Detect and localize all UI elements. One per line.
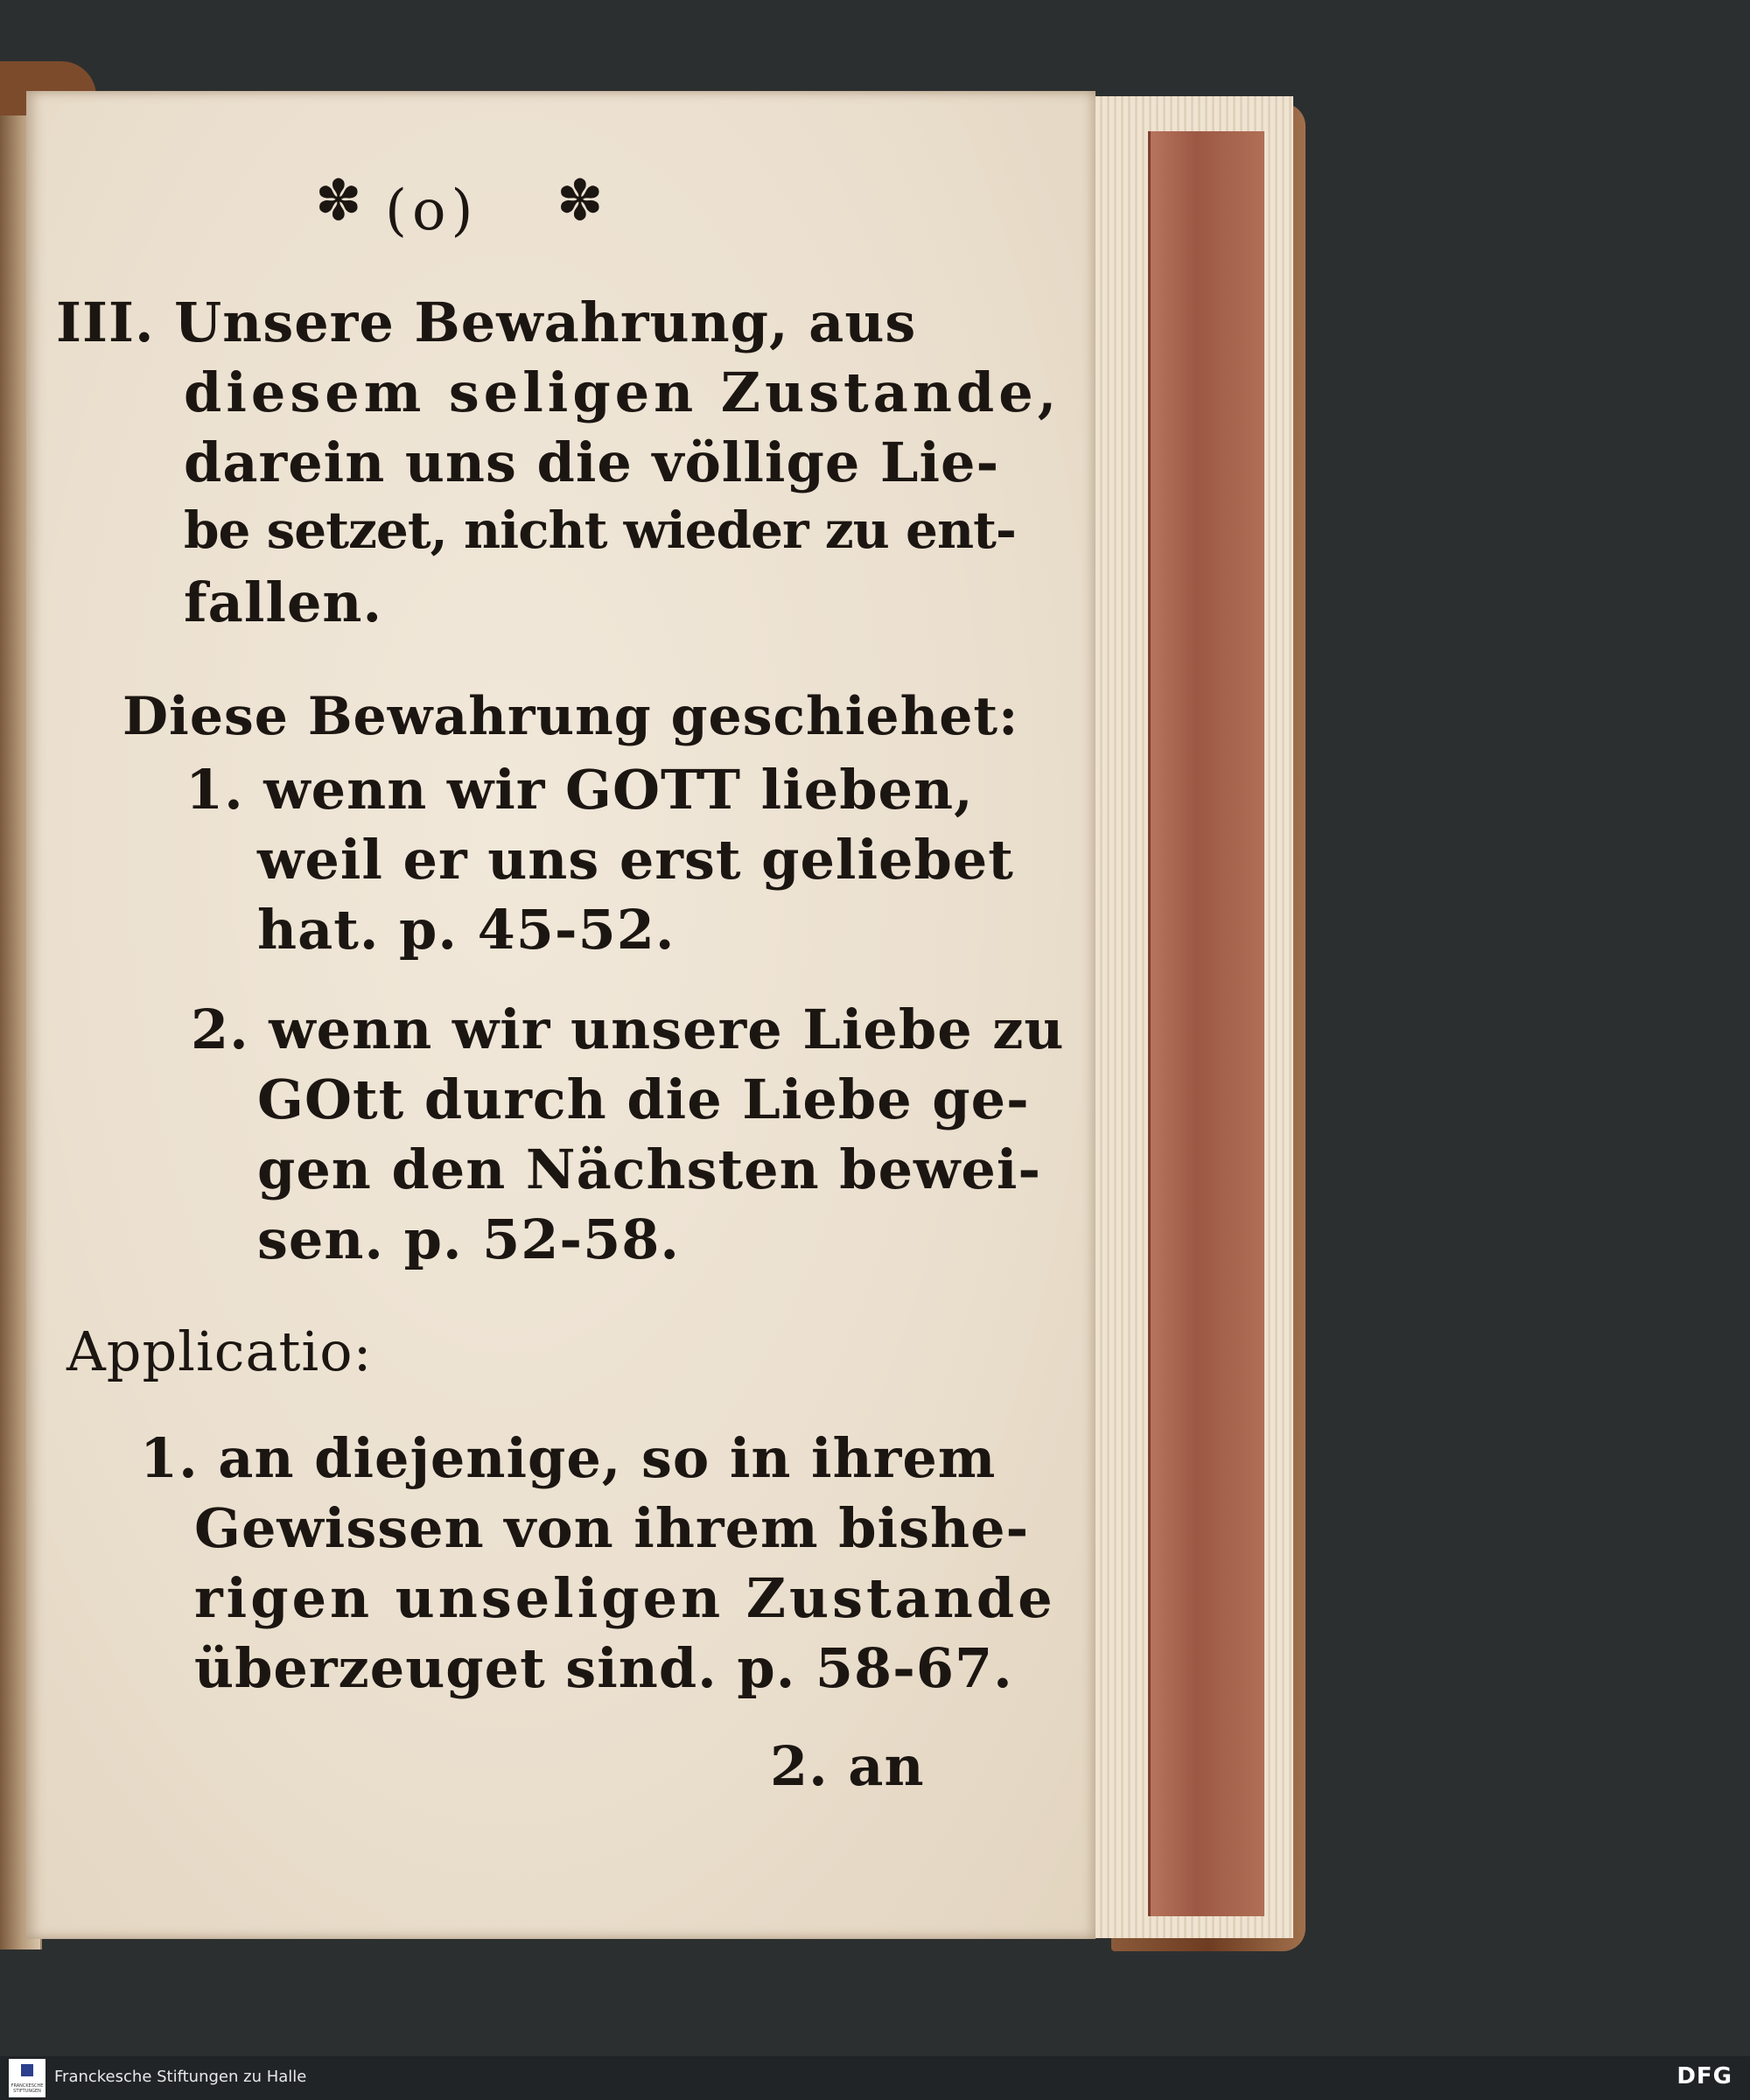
logo-text: FRANCKESCHE STIFTUNGEN	[10, 2083, 44, 2094]
dfg-logo[interactable]: DFG	[1676, 2063, 1732, 2090]
text-line: sen. p. 52-58.	[257, 1208, 680, 1271]
right-flower-ornament-icon: ✽	[556, 169, 604, 234]
text-line: fallen.	[184, 570, 383, 634]
text-line: III. Unsere Bewahrung, aus	[56, 290, 917, 354]
logo-mark-icon	[21, 2064, 33, 2076]
text-line: 2. wenn wir unsere Liebe zu	[191, 998, 1065, 1061]
text-line: diesem seligen Zustande,	[184, 360, 1061, 424]
text-line: Gewissen von ihrem bishe-	[194, 1496, 1030, 1560]
catchword: 2. an	[770, 1734, 925, 1798]
text-line: gen den Nächsten bewei-	[257, 1138, 1042, 1201]
text-line: hat. p. 45-52.	[257, 898, 676, 962]
text-line: Diese Bewahrung geschiehet:	[122, 686, 1019, 747]
text-line: darein uns die völlige Lie-	[184, 430, 1000, 494]
text-line: 1. wenn wir GOTT lieben,	[186, 758, 974, 822]
text-line: rigen unseligen Zustande	[194, 1566, 1056, 1630]
institution-logo-icon[interactable]	[9, 2059, 46, 2097]
institution-link[interactable]: Franckesche Stiftungen zu Halle	[54, 2068, 307, 2086]
section-heading: Applicatio:	[66, 1320, 373, 1383]
left-flower-ornament-icon: ✽	[315, 169, 362, 234]
text-line: weil er uns erst geliebet	[257, 828, 1014, 892]
text-line: be setzet, nicht wieder zu ent-	[184, 500, 1016, 560]
text-line: überzeuget sind. p. 58-67.	[194, 1636, 1013, 1700]
page-header-mark: (o)	[385, 178, 479, 243]
text-line: 1. an diejenige, so in ihrem	[140, 1426, 997, 1490]
text-line: GOtt durch die Liebe ge-	[257, 1068, 1030, 1131]
red-fore-edge	[1148, 131, 1264, 1916]
